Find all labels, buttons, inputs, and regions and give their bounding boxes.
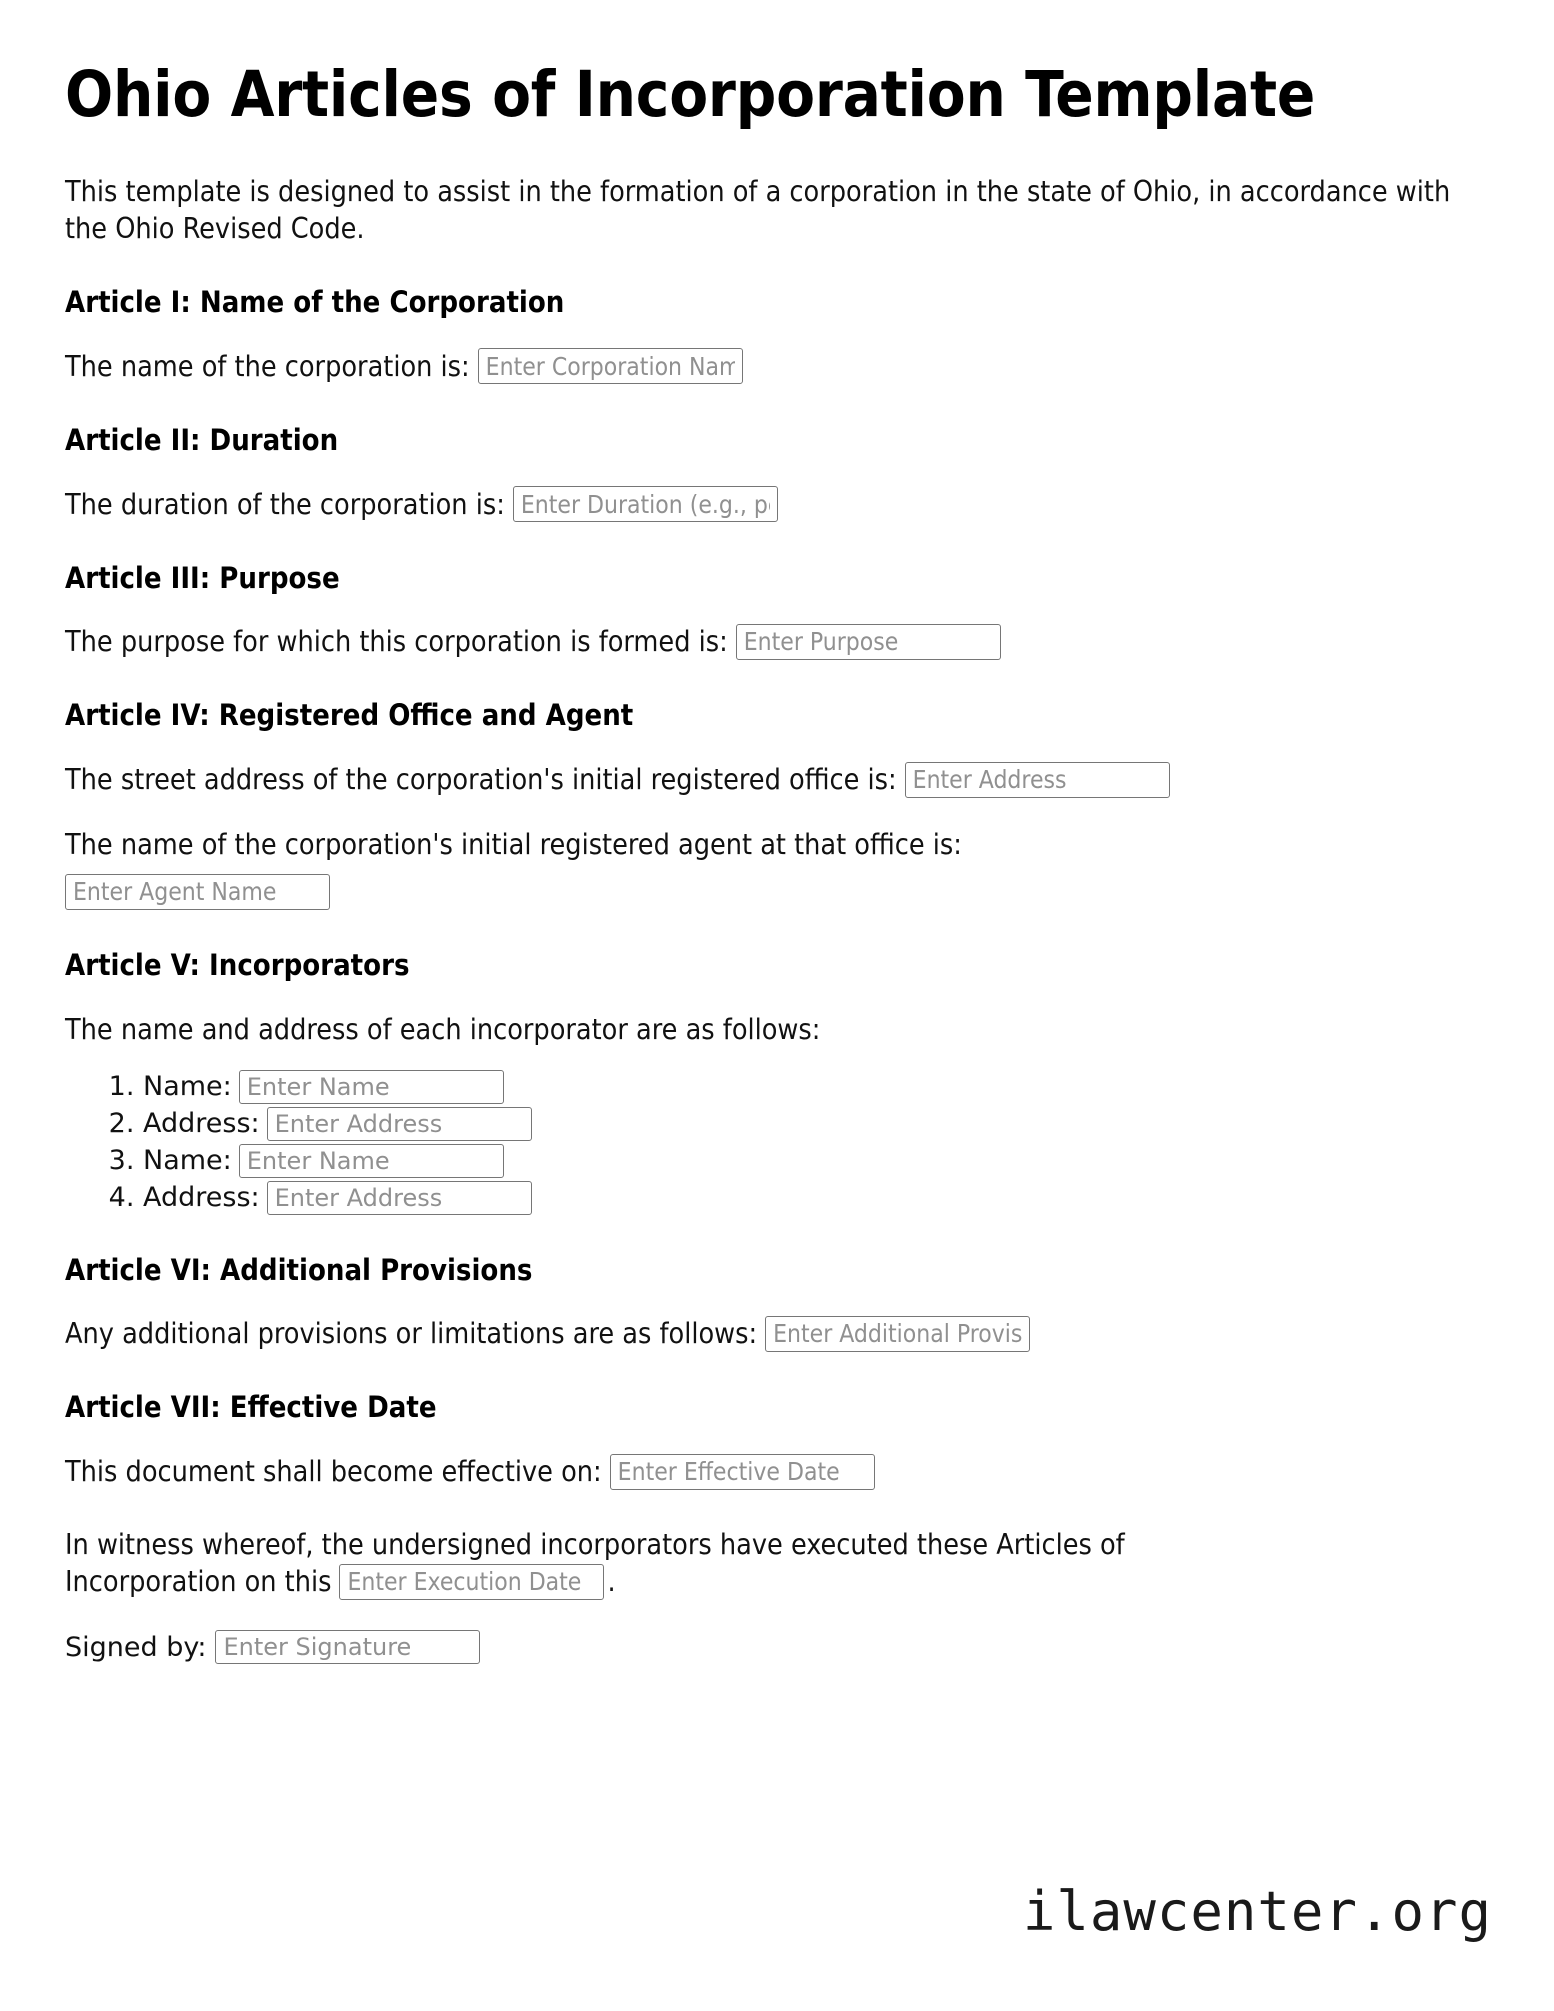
article-3-field-row (65, 623, 1490, 660)
article-6-label: Any additional provisions or limitations are as follows: (65, 1317, 758, 1351)
article-6-heading: Article VI: Additional Provisions (65, 1252, 533, 1287)
article-5-label: The name and address of each incorporator are as follows: (65, 1012, 821, 1046)
witness-line-2-label: Incorporation on this (65, 1565, 332, 1599)
article-7-field-row (65, 1453, 1490, 1490)
list-item (143, 1144, 1490, 1178)
signed-by-label: Signed by: (65, 1631, 207, 1663)
incorporator-1-address-label: 2. Address: (143, 1107, 260, 1139)
registered-agent-name-input[interactable] (65, 874, 330, 910)
registered-office-address-input[interactable] (905, 762, 1170, 798)
execution-date-input[interactable] (339, 1564, 604, 1600)
registered-office-label: The street address of the corporation's initial registered office is: (65, 763, 897, 797)
list-item (143, 1070, 1490, 1104)
purpose-input[interactable] (736, 624, 1001, 660)
article-4-agent-block (65, 826, 1490, 910)
incorporator-2-name-input[interactable] (239, 1144, 504, 1178)
article-7-label: This document shall become effective on: (65, 1455, 602, 1489)
article-7-heading: Article VII: Effective Date (65, 1390, 437, 1425)
article-1-field-row (65, 348, 1490, 385)
signature-row (65, 1630, 1490, 1664)
incorporator-2-address-input[interactable] (267, 1181, 532, 1215)
incorporator-1-address-input[interactable] (267, 1107, 532, 1141)
document-content (65, 58, 1490, 1664)
witness-line-1: In witness whereof, the undersigned incorporators have executed these Articles of (65, 1528, 1125, 1562)
article-4-heading: Article IV: Registered Office and Agent (65, 698, 634, 733)
article-2-field-row (65, 486, 1490, 523)
incorporators-list (65, 1070, 1490, 1215)
incorporator-2-name-label: 3. Name: (143, 1144, 232, 1176)
corporation-name-input[interactable] (478, 348, 743, 384)
article-1-heading: Article I: Name of the Corporation (65, 284, 565, 319)
article-6-field-row (65, 1315, 1490, 1352)
registered-agent-label: The name of the corporation's initial registered agent at that office is: (65, 828, 962, 862)
intro-paragraph: This template is designed to assist in the formation of a corporation in the state of Ohio, in accordance with the Ohio Revised Code. (65, 174, 1451, 245)
duration-input[interactable] (513, 486, 778, 522)
footer-watermark: ilawcenter.org (1022, 1880, 1492, 1943)
article-5-heading: Article V: Incorporators (65, 947, 410, 982)
additional-provisions-input[interactable] (765, 1316, 1030, 1352)
article-3-heading: Article III: Purpose (65, 560, 340, 595)
effective-date-input[interactable] (610, 1454, 875, 1490)
article-2-label: The duration of the corporation is: (65, 487, 505, 521)
witness-period: . (607, 1565, 616, 1599)
page-title: Ohio Articles of Incorporation Template (65, 58, 1316, 131)
incorporator-1-name-label: 1. Name: (143, 1070, 232, 1102)
incorporator-1-name-input[interactable] (239, 1070, 504, 1104)
article-3-label: The purpose for which this corporation is formed is: (65, 625, 728, 659)
witness-clause (65, 1526, 1485, 1600)
article-4-office-row (65, 761, 1490, 798)
registered-agent-input-wrap (65, 872, 1490, 910)
article-1-label: The name of the corporation is: (65, 349, 470, 383)
list-item (143, 1181, 1490, 1215)
signature-input[interactable] (215, 1630, 480, 1664)
witness-line-2 (65, 1563, 1485, 1600)
incorporator-2-address-label: 4. Address: (143, 1181, 260, 1213)
list-item (143, 1107, 1490, 1141)
article-2-heading: Article II: Duration (65, 422, 339, 457)
